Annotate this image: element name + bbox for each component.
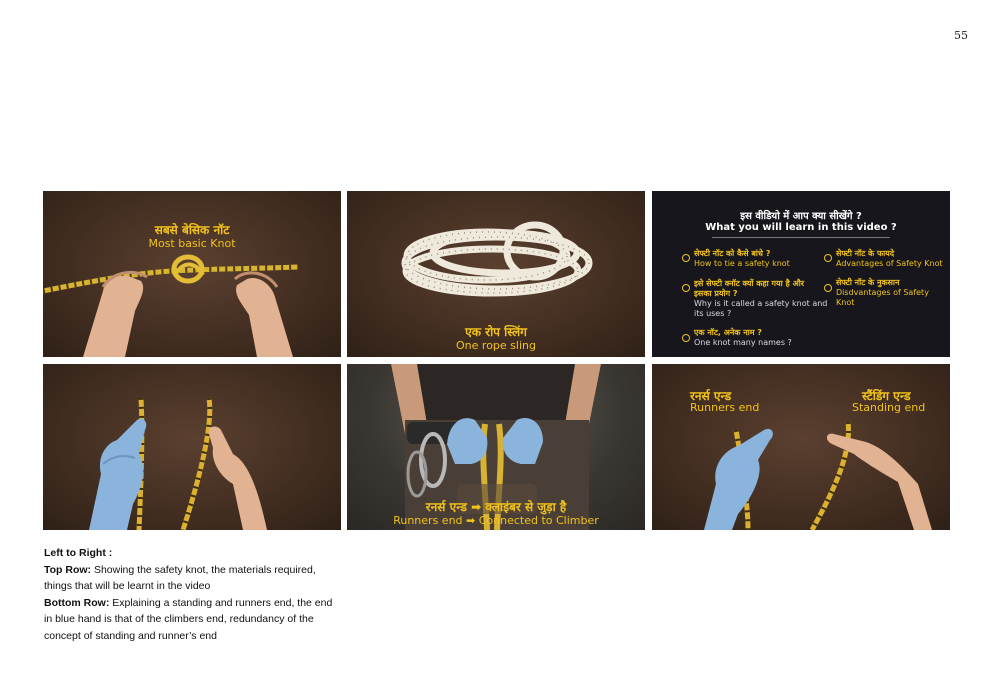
bullet-circle-icon (682, 334, 690, 342)
outline-item: सेफ्टी नॉट के फायदे Advantages of Safety Knot (836, 249, 943, 268)
outline-item: इसे सेफ्टी क्नॉट क्यों कहा गया है और इसका प्रयोग ? Why is it called a safety knot and its uses ? (694, 279, 828, 318)
caption-english: One rope sling (456, 339, 536, 352)
caption-english: Runners end ➡ Connected to Climber (393, 514, 599, 527)
basic-knot-illustration (43, 191, 341, 357)
standing-end-english: Standing end (852, 401, 926, 414)
bullet-circle-icon (682, 254, 690, 262)
figure-description (44, 545, 334, 644)
bullet-circle-icon (824, 284, 832, 292)
bottom-row-text: Explaining a standing and runners end, the end in blue hand is that of the climbers end, redundancy of the concept of standing and runner’s end (44, 596, 333, 642)
caption-english: Most basic Knot (148, 237, 236, 250)
caption-hindi: रनर्स एन्ड ➡ क्लाइंबर से जुड़ा है (425, 500, 567, 514)
video-frame-basic-knot (43, 191, 341, 357)
bottom-row-label: Bottom Row: (44, 596, 110, 609)
runners-end-english: Runners end (690, 401, 760, 414)
top-row-text: Showing the safety knot, the materials required, things that will be learnt in the video (44, 563, 316, 592)
standing-end-hindi: स्टैंडिंग एन्ड (862, 389, 911, 403)
rope-ends-illustration (43, 364, 341, 530)
title-divider (712, 237, 890, 238)
video-frame-harness (347, 364, 645, 530)
page-number: 55 (954, 29, 968, 42)
video-frame-rope-ends (43, 364, 341, 530)
caption-hindi: सबसे बेसिक नॉट (154, 223, 230, 237)
outline-title-english: What you will learn in this video ? (705, 222, 897, 233)
outline-item: सेफ्टी नॉट को कैसे बांधे ? How to tie a safety knot (694, 249, 790, 268)
description-heading: Left to Right : (44, 547, 113, 559)
top-row-label: Top Row: (44, 563, 92, 576)
outline-title-hindi: इस वीडियो में आप क्या सीखेंगे ? (740, 211, 862, 222)
video-frame-rope-sling (347, 191, 645, 357)
caption-hindi: एक रोप स्लिंग (465, 325, 527, 339)
bullet-circle-icon (682, 284, 690, 292)
outline-item: एक नॉट, अनेक नाम ? One knot many names ? (694, 328, 792, 347)
runners-end-hindi: रनर्स एन्ड (690, 389, 732, 403)
bullet-circle-icon (824, 254, 832, 262)
outline-item: सेफ्टी नॉट के नुकसान Disdvantages of Safety Knot (836, 278, 929, 307)
video-frame-end-labels (652, 364, 950, 530)
video-frame-learning-outline (652, 191, 950, 357)
